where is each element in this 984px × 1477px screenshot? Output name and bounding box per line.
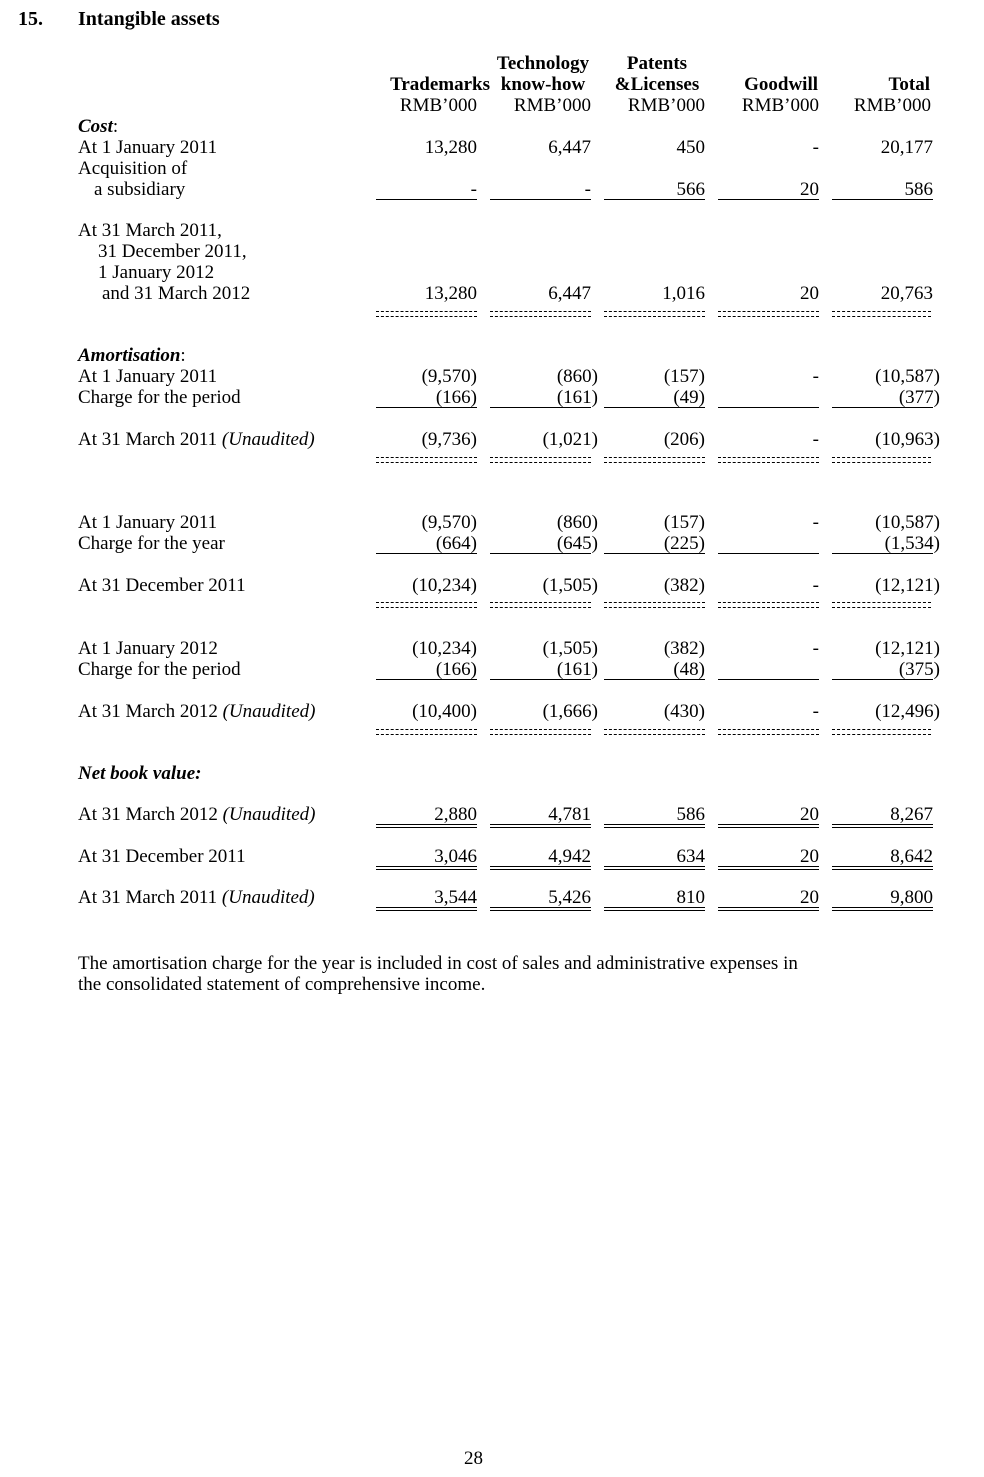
dashed-rule <box>718 457 819 458</box>
dashed-rule <box>376 311 477 312</box>
row-label: At 1 January 2011 <box>78 512 218 533</box>
dashed-rule <box>376 602 477 603</box>
col-header-goodwill: Goodwill <box>744 74 818 95</box>
underline <box>490 199 591 200</box>
dashed-rule <box>490 602 591 603</box>
double-underline <box>718 824 819 828</box>
row-label <box>78 701 315 722</box>
dashed-rule <box>832 457 931 458</box>
cell: 1,016 <box>662 283 705 304</box>
dashed-rule <box>718 729 819 730</box>
cell: 20,177 <box>880 137 933 158</box>
row-label <box>78 887 315 908</box>
col-header-patents: &Licenses <box>614 74 700 95</box>
underline <box>718 199 819 200</box>
double-underline <box>376 866 477 870</box>
cell: 5,426 <box>548 887 591 908</box>
cell: - <box>470 179 477 200</box>
col-header-technology: know-how <box>500 74 586 95</box>
note-line: The amortisation charge for the year is included in cost of sales and administrative expenses in <box>78 953 798 974</box>
row-label: At 1 January 2012 <box>78 638 218 659</box>
row-label <box>78 804 315 825</box>
cell: - <box>812 575 819 596</box>
underline <box>604 407 705 408</box>
col-header-line1: Patents <box>626 53 688 74</box>
cell: 13,280 <box>424 283 477 304</box>
underline <box>832 199 933 200</box>
cell: (382) <box>663 575 705 596</box>
cell: 20 <box>800 846 819 867</box>
amortisation-heading-colon: : <box>180 345 186 366</box>
cell: - <box>812 429 819 450</box>
cell: (157) <box>663 512 705 533</box>
dashed-rule <box>718 602 819 603</box>
cell: (377) <box>898 387 940 408</box>
double-underline <box>490 907 591 911</box>
cost-heading <box>78 116 118 137</box>
cell: (206) <box>663 429 705 450</box>
dashed-rule <box>376 462 477 463</box>
row-label: 31 December 2011, <box>98 241 247 262</box>
cell: (9,570) <box>421 512 477 533</box>
underline <box>718 679 819 680</box>
cell: 2,880 <box>434 804 477 825</box>
cell: 20,763 <box>880 283 933 304</box>
dashed-rule <box>490 462 591 463</box>
cell: - <box>812 512 819 533</box>
dashed-rule <box>832 607 931 608</box>
cell: (1,505) <box>542 638 598 659</box>
cell: (10,234) <box>412 638 477 659</box>
row-label: At 1 January 2011 <box>78 137 218 158</box>
unaudited-note: (Unaudited) <box>222 701 316 722</box>
dashed-rule <box>376 729 477 730</box>
underline <box>376 553 477 554</box>
row-label: At 1 January 2011 <box>78 366 218 387</box>
underline <box>376 679 477 680</box>
dashed-rule <box>832 311 931 312</box>
cell: 4,942 <box>548 846 591 867</box>
row-label: At 31 March 2011, <box>78 220 222 241</box>
dashed-rule <box>490 316 591 317</box>
col-header-trademarks: Trademarks <box>390 74 490 95</box>
cell: 13,280 <box>424 137 477 158</box>
cell: (49) <box>673 387 705 408</box>
dashed-rule <box>832 734 931 735</box>
underline <box>832 553 933 554</box>
cell: 8,642 <box>890 846 933 867</box>
dashed-rule <box>490 311 591 312</box>
col-unit: RMB’000 <box>741 95 819 116</box>
dashed-rule <box>832 602 931 603</box>
underline <box>604 553 705 554</box>
dashed-rule <box>604 734 705 735</box>
row-label: Charge for the period <box>78 387 241 408</box>
underline <box>376 407 477 408</box>
cell: (12,121) <box>875 638 940 659</box>
dashed-rule <box>832 462 931 463</box>
cell: 4,781 <box>548 804 591 825</box>
underline <box>490 553 591 554</box>
amortisation-heading-text: Amortisation <box>78 345 181 366</box>
cell: - <box>812 137 819 158</box>
cell: - <box>812 701 819 722</box>
cell: (10,587) <box>875 512 940 533</box>
underline <box>718 553 819 554</box>
dashed-rule <box>376 607 477 608</box>
cell: (430) <box>663 701 705 722</box>
row-label: At 31 December 2011 <box>78 846 246 867</box>
dashed-rule <box>718 311 819 312</box>
double-underline <box>832 907 933 911</box>
dashed-rule <box>604 316 705 317</box>
cell: 586 <box>904 179 933 200</box>
dashed-rule <box>490 729 591 730</box>
cell: (12,496) <box>875 701 940 722</box>
row-label: Acquisition of <box>78 158 188 179</box>
cost-heading-colon: : <box>112 116 119 137</box>
cell: 20 <box>800 283 819 304</box>
col-header-total: Total <box>888 74 930 95</box>
dashed-rule <box>490 607 591 608</box>
cell: (157) <box>663 366 705 387</box>
cell: (860) <box>556 512 598 533</box>
dashed-rule <box>718 607 819 608</box>
section-title: Intangible assets <box>78 8 220 30</box>
cell: 8,267 <box>890 804 933 825</box>
row-label-text: At 31 March 2012 <box>78 701 218 722</box>
unaudited-note: (Unaudited) <box>221 429 315 450</box>
cell: (1,021) <box>542 429 598 450</box>
dashed-rule <box>376 316 477 317</box>
dashed-rule <box>832 316 931 317</box>
cell: (382) <box>663 638 705 659</box>
cell: 9,800 <box>890 887 933 908</box>
cell: - <box>812 366 819 387</box>
dashed-rule <box>604 462 705 463</box>
row-label-text: At 31 March 2011 <box>78 429 218 450</box>
cell: (48) <box>673 659 705 680</box>
dashed-rule <box>490 457 591 458</box>
cell: (12,121) <box>875 575 940 596</box>
row-label-text: At 31 March 2011 <box>78 887 218 908</box>
underline <box>718 407 819 408</box>
underline <box>376 199 477 200</box>
row-label: At 31 December 2011 <box>78 575 246 596</box>
cell: (161) <box>556 659 598 680</box>
cell: (166) <box>435 659 477 680</box>
underline <box>832 679 933 680</box>
dashed-rule <box>604 311 705 312</box>
dashed-rule <box>376 457 477 458</box>
row-label: Charge for the period <box>78 659 241 680</box>
cell: (161) <box>556 387 598 408</box>
col-unit: RMB’000 <box>627 95 705 116</box>
cell: 20 <box>800 179 819 200</box>
dashed-rule <box>718 462 819 463</box>
dashed-rule <box>718 734 819 735</box>
page-number: 28 <box>464 1448 483 1469</box>
dashed-rule <box>376 734 477 735</box>
cell: (645) <box>556 533 598 554</box>
double-underline <box>832 866 933 870</box>
note-line: the consolidated statement of comprehensive income. <box>78 974 486 995</box>
col-unit: RMB’000 <box>513 95 591 116</box>
cell: 450 <box>676 137 705 158</box>
row-label-text: At 31 March 2012 <box>78 804 218 825</box>
double-underline <box>604 907 705 911</box>
dashed-rule <box>490 734 591 735</box>
double-underline <box>832 824 933 828</box>
col-unit: RMB’000 <box>399 95 477 116</box>
underline <box>832 407 933 408</box>
double-underline <box>376 824 477 828</box>
cell: 810 <box>676 887 705 908</box>
cell: (166) <box>435 387 477 408</box>
double-underline <box>490 824 591 828</box>
cell: 634 <box>676 846 705 867</box>
cell: 6,447 <box>548 137 591 158</box>
cost-heading-text: Cost <box>78 116 113 137</box>
amortisation-heading <box>78 345 186 366</box>
underline <box>490 679 591 680</box>
cell: - <box>584 179 591 200</box>
unaudited-note: (Unaudited) <box>222 804 316 825</box>
cell: (10,587) <box>875 366 940 387</box>
cell: 586 <box>676 804 705 825</box>
underline <box>604 679 705 680</box>
cell: (1,505) <box>542 575 598 596</box>
cell: (664) <box>435 533 477 554</box>
double-underline <box>718 866 819 870</box>
cell: (9,736) <box>421 429 477 450</box>
double-underline <box>604 824 705 828</box>
double-underline <box>376 907 477 911</box>
row-label <box>78 429 315 450</box>
cell: (225) <box>663 533 705 554</box>
nbv-heading: Net book value: <box>78 763 202 784</box>
row-label: Charge for the year <box>78 533 225 554</box>
double-underline <box>718 907 819 911</box>
dashed-rule <box>832 729 931 730</box>
dashed-rule <box>604 602 705 603</box>
dashed-rule <box>718 316 819 317</box>
col-header-line1: Technology <box>496 53 590 74</box>
double-underline <box>604 866 705 870</box>
section-number: 15. <box>18 8 43 30</box>
cell: - <box>812 638 819 659</box>
cell: (1,534) <box>884 533 940 554</box>
cell: 566 <box>676 179 705 200</box>
cell: 3,046 <box>434 846 477 867</box>
row-label: and 31 March 2012 <box>102 283 251 304</box>
cell: (10,400) <box>412 701 477 722</box>
cell: (860) <box>556 366 598 387</box>
row-label: a subsidiary <box>94 179 186 200</box>
cell: (9,570) <box>421 366 477 387</box>
cell: 20 <box>800 804 819 825</box>
row-label: 1 January 2012 <box>98 262 215 283</box>
underline <box>490 407 591 408</box>
dashed-rule <box>604 457 705 458</box>
col-unit: RMB’000 <box>853 95 931 116</box>
cell: (10,963) <box>875 429 940 450</box>
cell: 20 <box>800 887 819 908</box>
dashed-rule <box>604 607 705 608</box>
underline <box>604 199 705 200</box>
unaudited-note: (Unaudited) <box>221 887 315 908</box>
cell: 6,447 <box>548 283 591 304</box>
cell: (1,666) <box>542 701 598 722</box>
dashed-rule <box>604 729 705 730</box>
double-underline <box>490 866 591 870</box>
cell: (10,234) <box>412 575 477 596</box>
cell: (375) <box>898 659 940 680</box>
cell: 3,544 <box>434 887 477 908</box>
